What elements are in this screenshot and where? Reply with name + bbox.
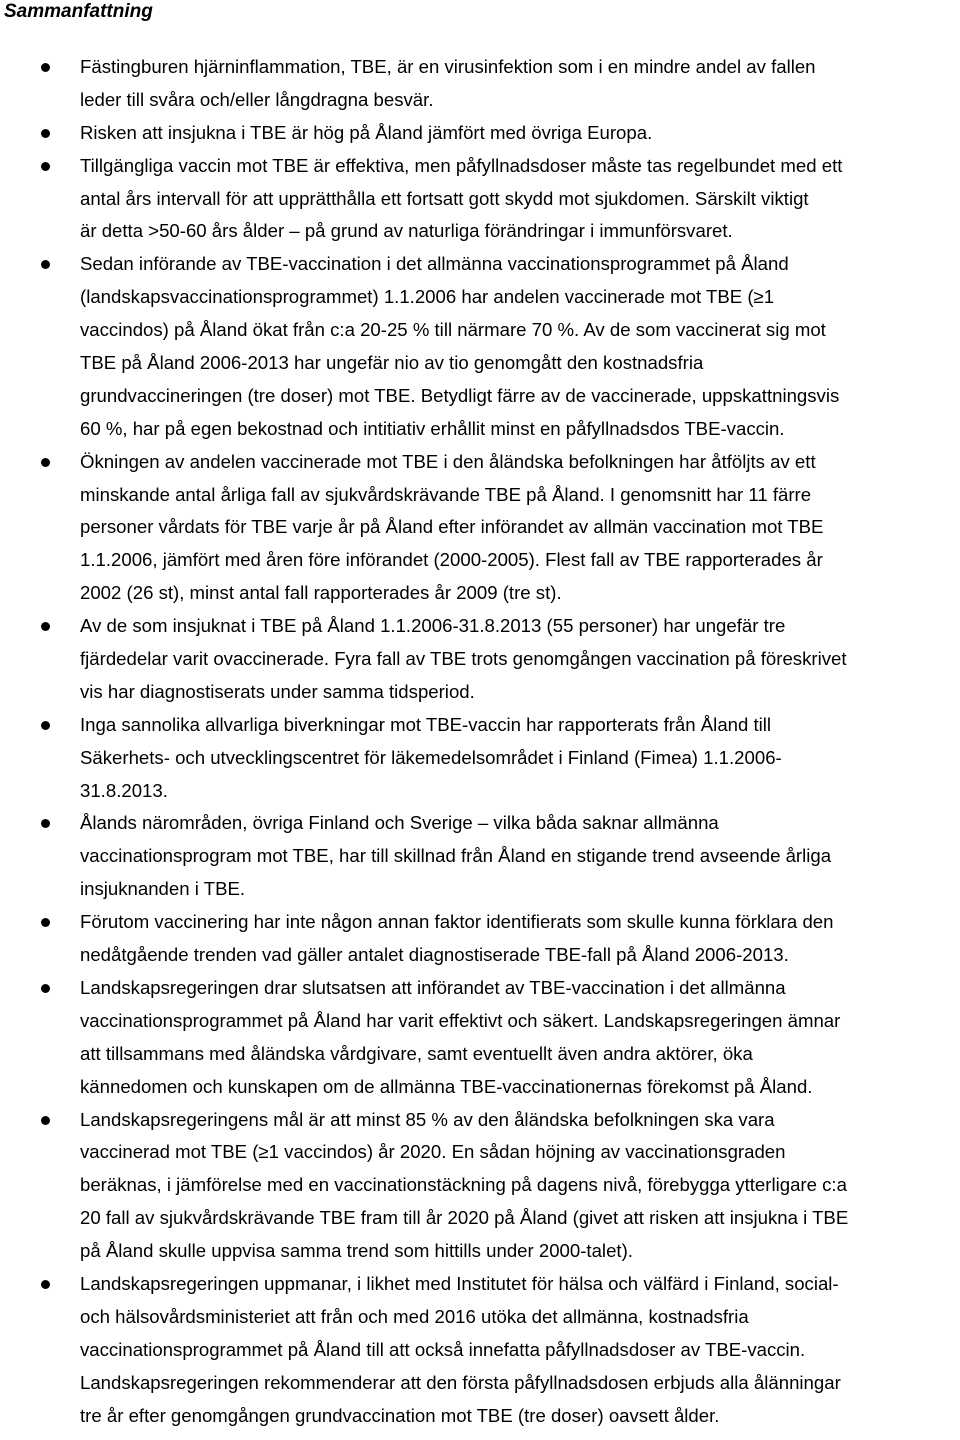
text-line: och hälsovårdsministeriet att från och med 2016 utöka det allmänna, kostnadsfria: [80, 1305, 749, 1327]
text-line: kännedomen och kunskapen om de allmänna TBE-vaccinationernas förekomst på Åland.: [80, 1075, 813, 1097]
text-line: Inga sannolika allvarliga biverkningar mot TBE-vaccin har rapporterats från Åland till: [80, 713, 772, 735]
text-line: på Åland skulle uppvisa samma trend som hittills under 2000-talet).: [80, 1240, 633, 1262]
bullet-icon: [41, 721, 50, 730]
list-item: [0, 1104, 960, 1268]
text-line: grundvaccineringen (tre doser) mot TBE. Betydligt färre av de vaccinerade, uppskattningsvis: [80, 384, 840, 406]
section-heading: Sammanfattning: [4, 1, 153, 22]
text-line: vaccinerad mot TBE (≥1 vaccindos) år 2020. En sådan höjning av vaccinationsgraden: [80, 1141, 786, 1163]
text-line: leder till svåra och/eller långdragna besvär.: [80, 88, 434, 110]
list-item: [0, 610, 960, 709]
bullet-icon: [41, 984, 50, 993]
list-item: [0, 972, 960, 1104]
list-item: [0, 906, 960, 972]
bullet-icon: [41, 63, 50, 72]
text-line: (landskapsvaccinationsprogrammet) 1.1.2006 har andelen vaccinerade mot TBE (≥1: [80, 286, 775, 308]
list-item: [0, 446, 960, 610]
text-line: Risken att insjukna i TBE är hög på Åland jämfört med övriga Europa.: [80, 121, 653, 143]
list-item: [0, 117, 960, 150]
bullet-icon: [41, 819, 50, 828]
text-line: vaccindos) på Åland ökat från c:a 20-25 % till närmare 70 %. Av de som vaccinerat sig mot: [80, 319, 826, 341]
list-item: [0, 1268, 960, 1432]
text-line: minskande antal årliga fall av sjukvårdskrävande TBE på Åland. I genomsnitt har 11 färre: [80, 483, 812, 505]
text-line: personer vårdats för TBE varje år på Åland efter införandet av allmän vaccination mot TBE: [80, 516, 824, 538]
bullet-icon: [41, 918, 50, 927]
bullet-icon: [41, 1280, 50, 1289]
text-line: Landskapsregeringen uppmanar, i likhet med Institutet för hälsa och välfärd i Finland, social-: [80, 1272, 839, 1294]
bullet-icon: [41, 1116, 50, 1125]
text-line: Fästingburen hjärninflammation, TBE, är en virusinfektion som i en mindre andel av fallen: [80, 56, 816, 77]
text-line: vaccinationsprogrammet på Åland har varit effektivt och säkert. Landskapsregeringen ämnar: [80, 1009, 841, 1031]
text-line: Säkerhets- och utvecklingscentret för läkemedelsområdet i Finland (Fimea) 1.1.2006-: [80, 746, 782, 768]
text-line: 31.8.2013.: [80, 779, 168, 801]
list-item: [0, 807, 960, 906]
list-item: [0, 150, 960, 249]
list-item: [0, 248, 960, 445]
text-line: 60 %, har på egen bekostnad och intitiativ erhållit minst en påfyllnadsdos TBE-vaccin.: [80, 417, 785, 439]
bullet-icon: [41, 260, 50, 269]
text-line: att tillsammans med åländska vårdgivare, samt eventuellt även andra aktörer, öka: [80, 1042, 753, 1064]
text-line: Förutom vaccinering har inte någon annan faktor identifierats som skulle kunna förklara den: [80, 911, 834, 933]
text-line: är detta >50-60 års ålder – på grund av naturliga förändringar i immunförsvaret.: [80, 220, 733, 242]
text-line: Landskapsregeringen drar slutsatsen att införandet av TBE-vaccination i det allmänna: [80, 976, 786, 998]
list-item: [0, 709, 960, 808]
summary-bullet-list: [0, 51, 960, 1432]
text-line: beräknas, i jämförelse med en vaccinationstäckning på dagens nivå, förebygga ytterligare c:a: [80, 1174, 847, 1196]
text-line: Av de som insjuknat i TBE på Åland 1.1.2006-31.8.2013 (55 personer) har ungefär tre: [80, 615, 786, 637]
bullet-icon: [41, 622, 50, 631]
text-line: antal års intervall för att upprätthålla ett fortsatt gott skydd mot sjukdomen. Särskilt viktigt: [80, 187, 809, 209]
text-line: fjärdedelar varit ovaccinerade. Fyra fall av TBE trots genomgången vaccination på föreskrivet: [80, 648, 847, 670]
text-line: vaccinationsprogram mot TBE, har till skillnad från Åland en stigande trend avseende årliga: [80, 845, 832, 867]
text-line: vis har diagnostiserats under samma tidsperiod.: [80, 680, 475, 702]
text-line: vaccinationsprogrammet på Åland till att också innefatta påfyllnadsdoser av TBE-vaccin.: [80, 1338, 806, 1360]
text-line: nedåtgående trenden vad gäller antalet diagnostiserade TBE-fall på Åland 2006-2013.: [80, 944, 789, 966]
text-line: Ålands närområden, övriga Finland och Sverige – vilka båda saknar allmänna: [80, 812, 719, 834]
text-line: tre år efter genomgången grundvaccination mot TBE (tre doser) oavsett ålder.: [80, 1404, 720, 1426]
text-line: 2002 (26 st), minst antal fall rapporterades år 2009 (tre st).: [80, 582, 562, 604]
text-line: 20 fall av sjukvårdskrävande TBE fram till år 2020 på Åland (givet att risken att insjukna i TBE: [80, 1207, 849, 1229]
text-line: Landskapsregeringens mål är att minst 85 % av den åländska befolkningen ska vara: [80, 1108, 775, 1130]
text-line: Ökningen av andelen vaccinerade mot TBE i den åländska befolkningen har åtföljts av ett: [80, 450, 816, 472]
bullet-icon: [41, 458, 50, 467]
bullet-icon: [41, 129, 50, 138]
bullet-icon: [41, 162, 50, 171]
text-line: Sedan införande av TBE-vaccination i det allmänna vaccinationsprogrammet på Åland: [80, 253, 789, 275]
text-line: Tillgängliga vaccin mot TBE är effektiva, men påfyllnadsdoser måste tas regelbundet med ett: [80, 154, 843, 176]
text-line: 1.1.2006, jämfört med åren före införandet (2000-2005). Flest fall av TBE rapporterades år: [80, 549, 823, 571]
list-item: [0, 51, 960, 117]
text-line: Landskapsregeringen rekommenderar att den första påfyllnadsdosen erbjuds alla ålänningar: [80, 1371, 841, 1393]
text-line: insjuknanden i TBE.: [80, 878, 246, 900]
text-line: TBE på Åland 2006-2013 har ungefär nio av tio genomgått den kostnadsfria: [80, 352, 704, 374]
